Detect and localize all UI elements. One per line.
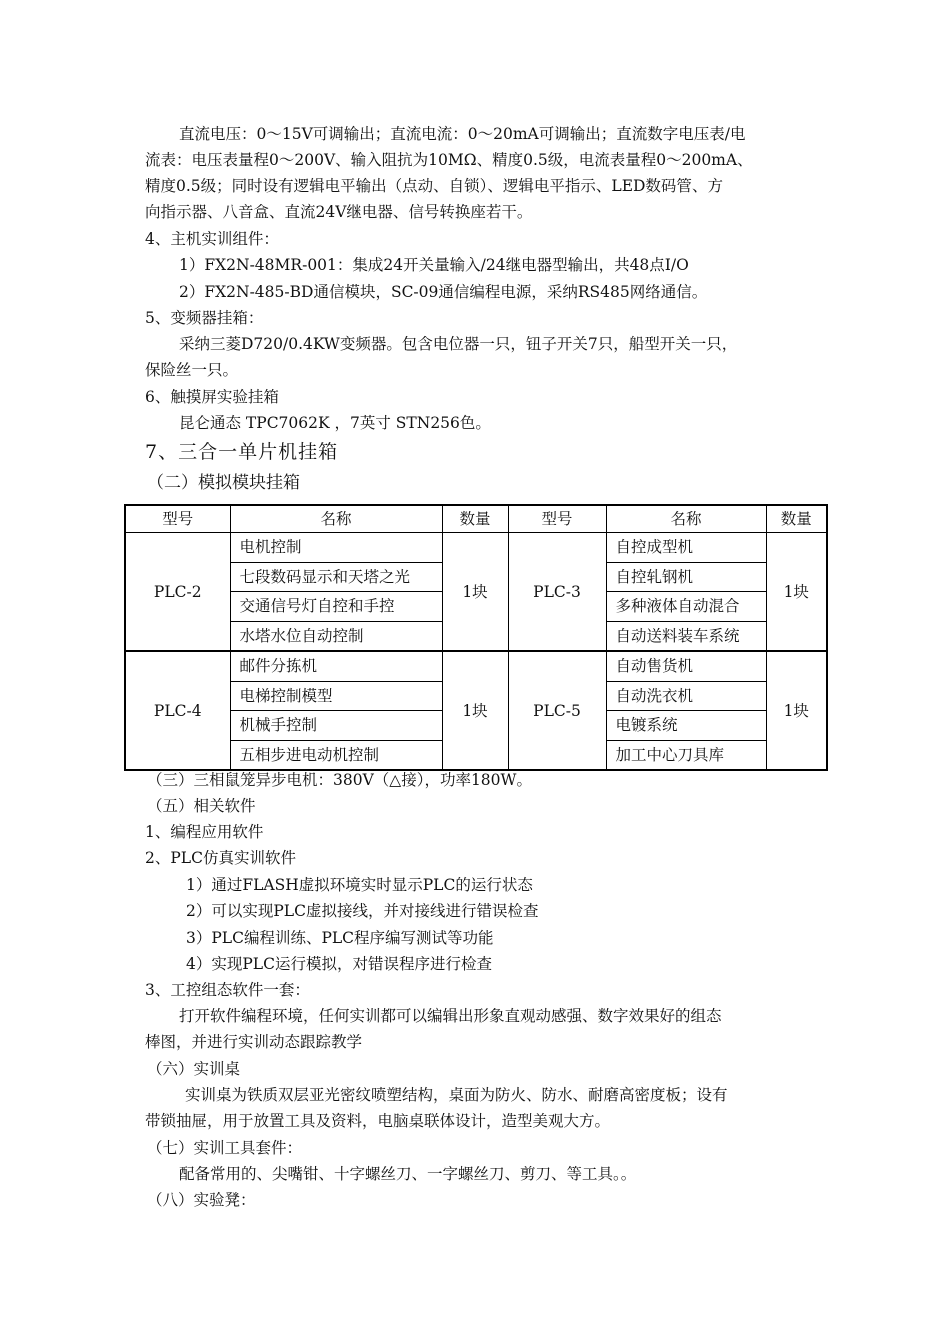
header-qty-b: 数量 xyxy=(766,505,827,533)
model-cell: PLC-5 xyxy=(508,651,606,770)
software-item-3-line-2: 棒图，并进行实训动态跟踪教学 xyxy=(145,1033,363,1051)
para1-line-1: 直流电压：0～15V可调输出；直流电流：0～20mA可调输出；直流数字电压表/电 xyxy=(179,125,746,143)
section-4-item-2: 2）FX2N-485-BD通信模块，SC-09通信编程电源，采纳RS485网络通信。 xyxy=(179,283,708,301)
module-table xyxy=(124,504,828,771)
para1-line-4: 向指示器、八音盒、直流24V继电器、信号转换座若干。 xyxy=(145,203,533,221)
section-six-line-1: 实训桌为铁质双层亚光密纹喷塑结构，桌面为防火、防水、耐磨高密度板；设有 xyxy=(185,1086,728,1104)
section-5-line-1: 采纳三菱D720/0.4KW变频器。包含电位器一只，钮子开关7只，船型开关一只， xyxy=(179,335,738,353)
name-cell: 自动送料装车系统 xyxy=(606,621,766,651)
qty-cell: 1块 xyxy=(442,533,508,652)
name-cell: 多种液体自动混合 xyxy=(606,592,766,622)
section-six-line-2: 带锁抽屉，用于放置工具及资料，电脑桌联体设计，造型美观大方。 xyxy=(145,1112,611,1130)
qty-cell: 1块 xyxy=(766,651,827,770)
name-cell: 邮件分拣机 xyxy=(230,651,442,681)
section-4-title: 4、主机实训组件： xyxy=(145,230,279,248)
software-item-2: 2、PLC仿真实训软件 xyxy=(145,849,296,867)
table-header-row xyxy=(125,505,827,533)
software-item-1: 1、编程应用软件 xyxy=(145,823,264,841)
name-cell: 水塔水位自动控制 xyxy=(230,621,442,651)
section-6-title: 6、触摸屏实验挂箱 xyxy=(145,388,279,406)
simulation-feature-2: 2）可以实现PLC虚拟接线，并对接线进行错误检查 xyxy=(186,902,539,920)
qty-cell: 1块 xyxy=(442,651,508,770)
name-cell: 自动售货机 xyxy=(606,651,766,681)
software-item-3-line-1: 打开软件编程环境，任何实训都可以编辑出形象直观动感强、数字效果好的组态 xyxy=(179,1007,722,1025)
section-three-line: （三）三相鼠笼异步电机：380V（△接），功率180W。 xyxy=(147,771,532,789)
para1-line-2: 流表：电压表量程0～200V、输入阻抗为10MΩ、精度0.5级，电流表量程0～200mA、 xyxy=(145,151,753,169)
software-item-3: 3、工控组态软件一套： xyxy=(145,981,310,999)
name-cell: 机械手控制 xyxy=(230,711,442,741)
header-model-b: 型号 xyxy=(508,505,606,533)
name-cell: 自动洗衣机 xyxy=(606,681,766,711)
section-five-title: （五）相关软件 xyxy=(147,797,256,815)
model-cell: PLC-2 xyxy=(125,533,230,652)
section-seven-line: 配备常用的、尖嘴钳、十字螺丝刀、一字螺丝刀、剪刀、等工具。。 xyxy=(179,1165,637,1183)
section-6-line: 昆仑通态 TPC7062K ，7英寸 STN256色。 xyxy=(179,414,491,432)
header-name-a: 名称 xyxy=(230,505,442,533)
section-7-title: 7、三合一单片机挂箱 xyxy=(145,441,339,463)
model-cell: PLC-4 xyxy=(125,651,230,770)
name-cell: 七段数码显示和天塔之光 xyxy=(230,562,442,592)
table-row xyxy=(125,533,827,563)
model-cell: PLC-3 xyxy=(508,533,606,652)
name-cell: 自控轧钢机 xyxy=(606,562,766,592)
section-six-title: （六）实训桌 xyxy=(147,1060,241,1078)
header-model-a: 型号 xyxy=(125,505,230,533)
simulation-feature-4: 4）实现PLC运行模拟，对错误程序进行检查 xyxy=(186,955,492,973)
section-5-line-2: 保险丝一只。 xyxy=(145,361,239,379)
section-5-title: 5、变频器挂箱： xyxy=(145,309,264,327)
simulation-feature-1: 1）通过FLASH虚拟环境实时显示PLC的运行状态 xyxy=(186,876,533,894)
para1-line-3: 精度0.5级；同时设有逻辑电平输出（点动、自锁）、逻辑电平指示、LED数码管、方 xyxy=(145,177,723,195)
name-cell: 交通信号灯自控和手控 xyxy=(230,592,442,622)
section-two-title: （二）模拟模块挂箱 xyxy=(147,473,300,493)
name-cell: 五相步进电动机控制 xyxy=(230,740,442,770)
header-qty-a: 数量 xyxy=(442,505,508,533)
name-cell: 加工中心刀具库 xyxy=(606,740,766,770)
header-name-b: 名称 xyxy=(606,505,766,533)
name-cell: 自控成型机 xyxy=(606,533,766,563)
section-eight-title: （八）实验凳： xyxy=(147,1191,256,1209)
name-cell: 电梯控制模型 xyxy=(230,681,442,711)
name-cell: 电镀系统 xyxy=(606,711,766,741)
table-row xyxy=(125,651,827,681)
name-cell: 电机控制 xyxy=(230,533,442,563)
section-4-item-1: 1）FX2N-48MR-001：集成24开关量输入/24继电器型输出，共48点I/O xyxy=(179,256,689,274)
section-seven-title: （七）实训工具套件： xyxy=(147,1139,303,1157)
qty-cell: 1块 xyxy=(766,533,827,652)
simulation-feature-3: 3）PLC编程训练、PLC程序编写测试等功能 xyxy=(186,929,494,947)
